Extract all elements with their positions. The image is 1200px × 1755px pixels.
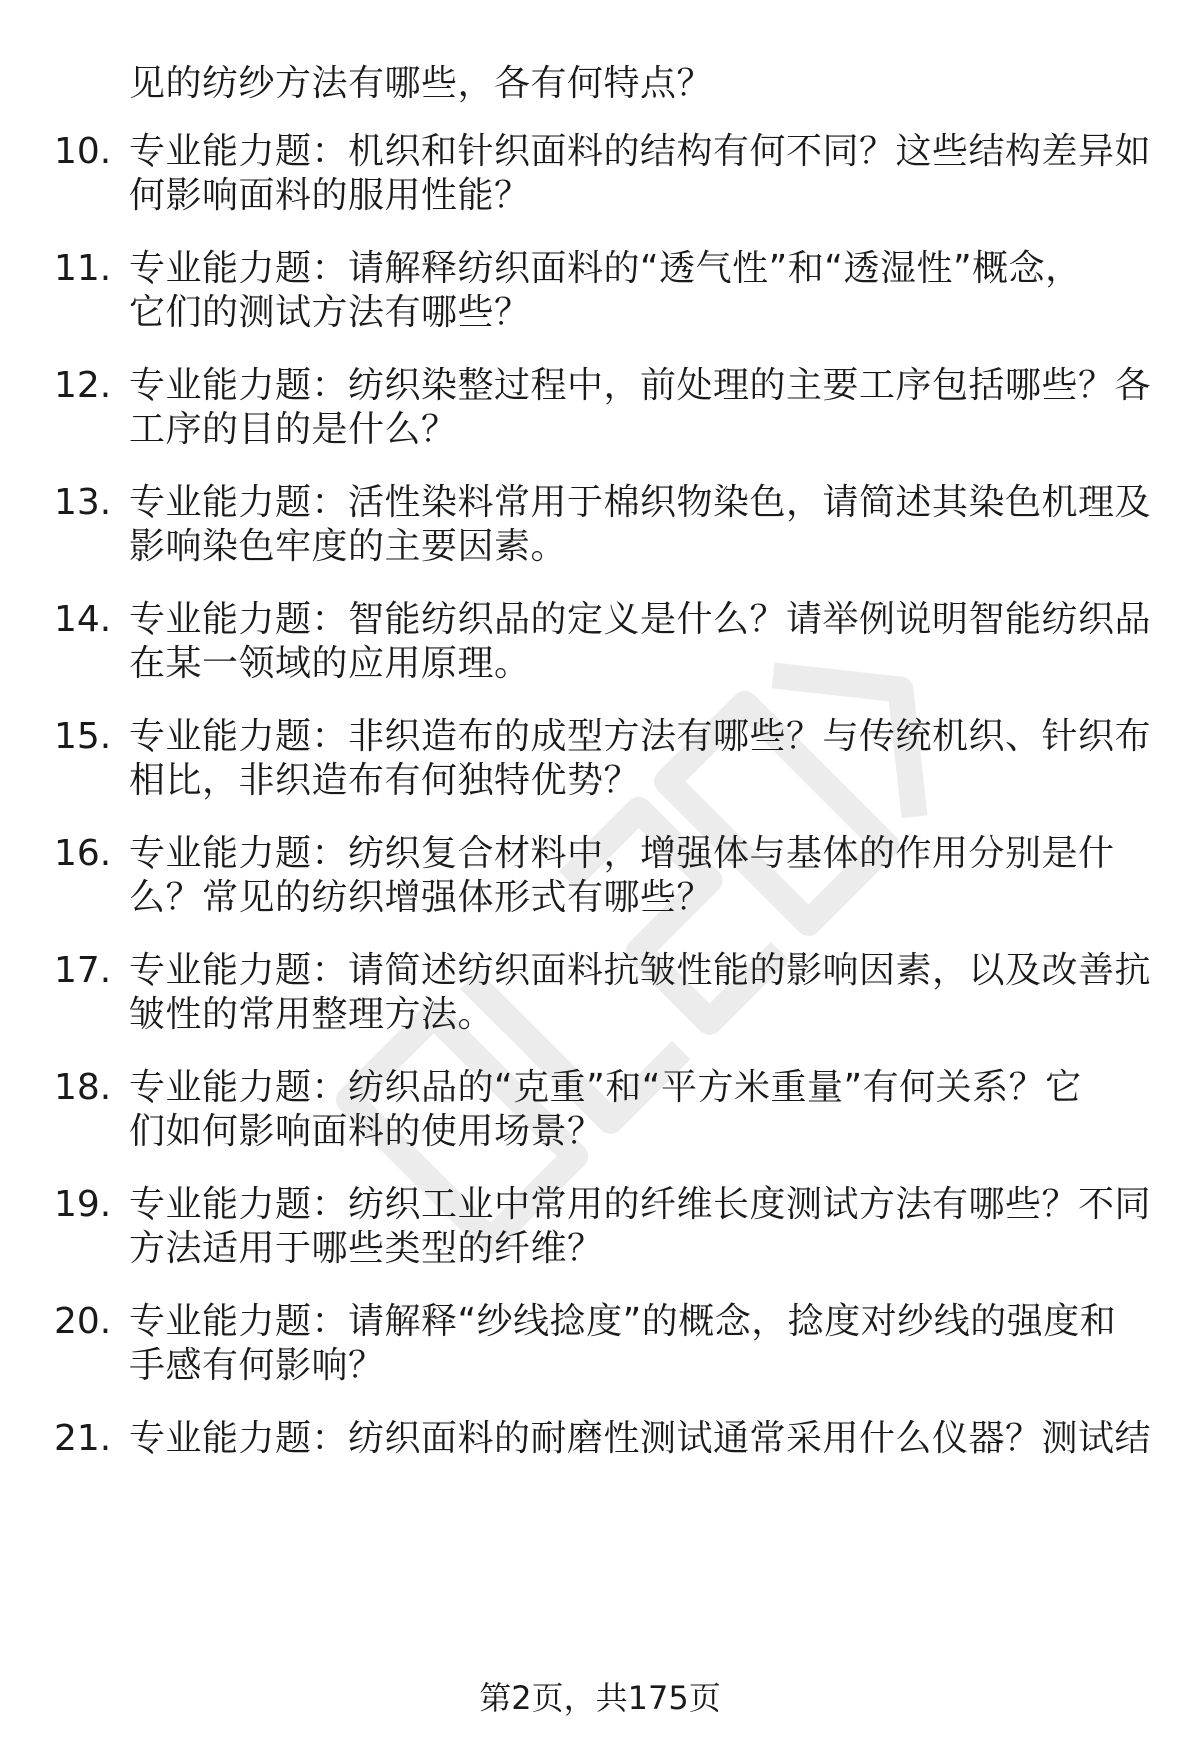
question-18-line-1: 专业能力题：纺织品的“克重”和“平方米重量”有何关系？它 <box>129 1067 1082 1108</box>
question-number: 21. <box>54 1418 112 1459</box>
question-number: 19. <box>54 1184 112 1225</box>
question-18-line-2: 们如何影响面料的使用场景？ <box>129 1111 604 1152</box>
question-number: 15. <box>54 716 112 757</box>
question-14-line-1: 专业能力题：智能纺织品的定义是什么？请举例说明智能纺织品 <box>129 599 1152 640</box>
question-number: 16. <box>54 833 112 874</box>
question-number: 10. <box>54 131 112 172</box>
question-16-line-1: 专业能力题：纺织复合材料中，增强体与基体的作用分别是什 <box>129 833 1115 874</box>
question-15-line-1: 专业能力题：非织造布的成型方法有哪些？与传统机织、针织布 <box>129 716 1152 757</box>
question-number: 13. <box>54 482 112 523</box>
question-13-line-1: 专业能力题：活性染料常用于棉织物染色，请简述其染色机理及 <box>129 482 1152 523</box>
question-15-line-2: 相比，非织造布有何独特优势？ <box>129 760 641 801</box>
question-number: 17. <box>54 950 112 991</box>
question-20-line-2: 手感有何影响？ <box>129 1345 385 1386</box>
question-12-line-2: 工序的目的是什么？ <box>129 409 458 450</box>
question-number: 11. <box>54 248 112 289</box>
question-number: 18. <box>54 1067 112 1108</box>
question-19-line-1: 专业能力题：纺织工业中常用的纤维长度测试方法有哪些？不同 <box>129 1184 1152 1225</box>
question-11-line-2: 它们的测试方法有哪些？ <box>129 292 531 333</box>
question-17-line-2: 皱性的常用整理方法。 <box>129 994 495 1035</box>
question-17-line-1: 专业能力题：请简述纺织面料抗皱性能的影响因素，以及改善抗 <box>129 950 1152 991</box>
question-14-line-2: 在某一领域的应用原理。 <box>129 643 531 684</box>
question-19-line-2: 方法适用于哪些类型的纤维？ <box>129 1228 604 1269</box>
question-number: 20. <box>54 1301 112 1342</box>
intro-line: 见的纺纱方法有哪些，各有何特点？ <box>129 63 714 104</box>
question-number: 12. <box>54 365 112 406</box>
question-20-line-1: 专业能力题：请解释“纱线捻度”的概念，捻度对纱线的强度和 <box>129 1301 1117 1342</box>
question-10-line-1: 专业能力题：机织和针织面料的结构有何不同？这些结构差异如 <box>129 131 1152 172</box>
question-11-line-1: 专业能力题：请解释纺织面料的“透气性”和“透湿性”概念， <box>129 248 1082 289</box>
question-number: 14. <box>54 599 112 640</box>
page-number-footer: 第2页，共175页 <box>479 1679 721 1717</box>
question-21-line-1: 专业能力题：纺织面料的耐磨性测试通常采用什么仪器？测试结 <box>129 1418 1152 1459</box>
question-16-line-2: 么？常见的纺织增强体形式有哪些？ <box>129 877 714 918</box>
question-12-line-1: 专业能力题：纺织染整过程中，前处理的主要工序包括哪些？各 <box>129 365 1152 406</box>
question-13-line-2: 影响染色牢度的主要因素。 <box>129 526 568 567</box>
question-10-line-2: 何影响面料的服用性能？ <box>129 175 531 216</box>
